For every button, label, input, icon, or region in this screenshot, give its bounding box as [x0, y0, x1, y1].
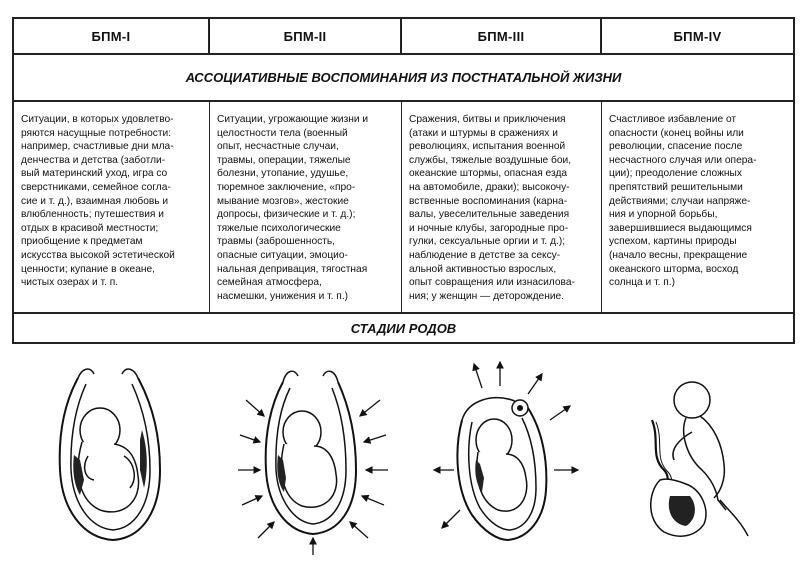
bpm-4-text: Счастливое избавление от опасности (конец войны или революции, спасение после несчастного случая или опера- ции); преодоление сложных препятствий решительными действиями; случаи напряже- ния и упорной борьбы, завершившиеся выдающимся успехом, картины природы (начало весны, прекращение океанского шторма, восход солнца и т. п.) — [609, 114, 757, 289]
bpm-1-text: Ситуации, в которых удовлетво- ряются насущные потребности: например, счастливые дни мла- денчества и детства (заботли- вый материнский уход, игра со сверстниками, семейное согла- сие и т. д.), взаимная любовь и влюбленность; путешествия и отдых в красивой местности; приобщение к предметам искусства высокой эстетической ценности; купание в океане, чистых озерах и т. п. — [21, 114, 175, 289]
bpm-3-description — [402, 102, 602, 312]
bpm-4-description — [602, 102, 793, 312]
column-header-bpm-3: БПМ-III — [402, 19, 602, 53]
bpm-1-description — [14, 102, 210, 312]
bpm-2-text: Ситуации, угрожающие жизни и целостности тела (военный опыт, несчастные случаи, травмы, операции, тяжелые болезни, утопание, удушье, тюремное заключение, «про- мывание мозгов», жестокие допросы, физические и т. д.); тяжелые психологические травмы (заброшенность, опасные ситуации, эмоцио- нальная депривация, тягостная семейная атмосфера, насмешки, унижения и т. п.) — [217, 114, 369, 302]
birth-stages-title: СТАДИИ РОДОВ — [350, 320, 457, 336]
womb-fetus-icon — [38, 360, 188, 555]
bpm-3-text: Сражения, битвы и приключения (атаки и штурмы в сражениях и революциях, испытания военной службы, тяжелые воздушные бои, океанские штормы, опасная езда на автомобиле, драки); высокочу- вственные воспоминания (карна- валы, увеселительные заведения и ночные клубы, загородные про- гулки, сексуальные оргии и т. д.); наблюдение в детстве за сексу- альной активностью взрослых, опыт совращения или изнасилова- ния; у женщин — деторождение. — [409, 114, 575, 302]
associative-memories-title: АССОЦИАТИВНЫЕ ВОСПОМИНАНИЯ ИЗ ПОСТНАТАЛЬНОЙ ЖИЗНИ — [185, 70, 622, 85]
newborn-icon — [630, 360, 795, 555]
womb-contractions-icon — [238, 360, 388, 555]
column-header-bpm-4: БПМ-IV — [673, 28, 722, 44]
bpm-table — [12, 17, 795, 344]
column-header-bpm-1: БПМ-I — [14, 19, 210, 53]
bpm-2-description — [210, 102, 402, 312]
column-header-bpm-2: БПМ-II — [210, 19, 402, 53]
birth-passage-icon — [432, 360, 582, 555]
